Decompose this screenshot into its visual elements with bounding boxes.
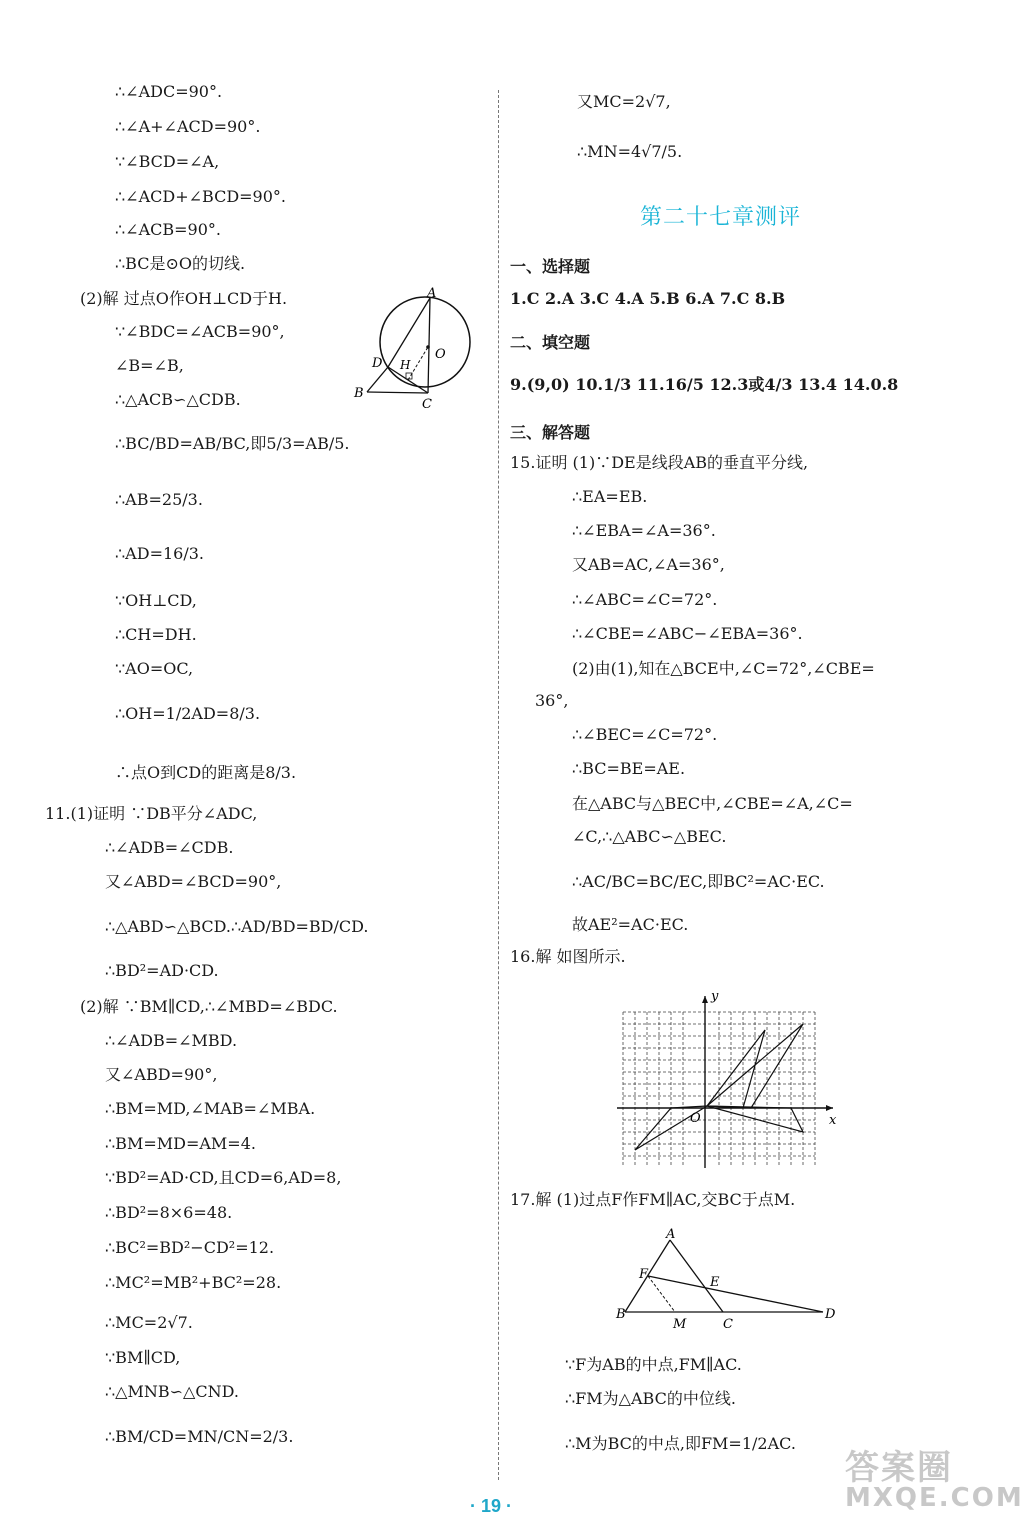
text-line: ∵BD²=AD·CD,且CD=6,AD=8, bbox=[105, 1168, 342, 1187]
text-line: ∵OH⊥CD, bbox=[115, 591, 197, 610]
text-line: ∴∠A+∠ACD=90°. bbox=[115, 117, 261, 136]
triangle-figure bbox=[615, 1228, 845, 1333]
text-line: ∴CH=DH. bbox=[115, 625, 197, 644]
text-line: 故AE²=AC·EC. bbox=[572, 915, 689, 934]
column-divider bbox=[498, 90, 499, 1480]
text-line: ∴BC是⊙O的切线. bbox=[115, 254, 246, 273]
text-line: 17.解 (1)过点F作FM∥AC,交BC于点M. bbox=[510, 1190, 796, 1209]
text-line: ∴BC²=BD²−CD²=12. bbox=[105, 1238, 275, 1257]
label-x: x bbox=[829, 1113, 837, 1128]
chapter-title: 第二十七章测评 bbox=[640, 205, 802, 230]
label-a: A bbox=[427, 286, 437, 301]
label-d: D bbox=[825, 1307, 836, 1322]
text-line: ∴∠ADB=∠CDB. bbox=[105, 838, 234, 857]
text-line: ∴AB=25/3. bbox=[115, 490, 203, 509]
text-line: 11.(1)证明 ∵DB平分∠ADC, bbox=[45, 804, 258, 823]
section-choice: 一、选择题 bbox=[510, 257, 591, 276]
label-b: B bbox=[354, 386, 364, 401]
watermark bbox=[845, 1440, 1024, 1530]
text-line: 又AB=AC,∠A=36°, bbox=[572, 555, 725, 574]
text-line: ∴AD=16/3. bbox=[115, 544, 204, 563]
fill-answers: 9.(9,0) 10.1/3 11.16/5 12.3或4/3 13.4 14.0.8 bbox=[510, 375, 899, 394]
label-b: B bbox=[616, 1307, 626, 1322]
text-line: ∴MC²=MB²+BC²=28. bbox=[105, 1273, 282, 1292]
label-a: A bbox=[666, 1227, 676, 1242]
section-answer: 三、解答题 bbox=[510, 423, 591, 442]
label-c: C bbox=[422, 397, 432, 412]
grid-figure bbox=[615, 990, 845, 1170]
label-f: F bbox=[639, 1267, 649, 1282]
text-line: (2)解 过点O作OH⊥CD于H. bbox=[80, 289, 288, 308]
text-line: ∴BM=MD,∠MAB=∠MBA. bbox=[105, 1099, 316, 1118]
text-line: 在△ABC与△BEC中,∠CBE=∠A,∠C= bbox=[572, 794, 853, 813]
text-line: ∴BD²=AD·CD. bbox=[105, 961, 219, 980]
page-number: · 19 · bbox=[470, 1496, 513, 1516]
text-line: ∵AO=OC, bbox=[115, 659, 194, 678]
watermark-url: MXQE.COM bbox=[845, 1483, 1024, 1513]
label-m: M bbox=[673, 1317, 687, 1332]
label-y: y bbox=[711, 989, 719, 1004]
text-line: ∴∠ADC=90°. bbox=[115, 82, 223, 101]
text-line: 又∠ABD=∠BCD=90°, bbox=[105, 872, 282, 891]
text-line: ∠C,∴△ABC∽△BEC. bbox=[572, 827, 727, 846]
text-line: ∴M为BC的中点,即FM=1/2AC. bbox=[565, 1434, 796, 1453]
text-line: ∴∠CBE=∠ABC−∠EBA=36°. bbox=[572, 624, 803, 643]
text-line: ∴△MNB∽△CND. bbox=[105, 1382, 239, 1401]
text-line: ∴△ACB∽△CDB. bbox=[115, 390, 241, 409]
text-line: ∴MN=4√7/5. bbox=[577, 142, 683, 161]
text-line: (2)由(1),知在△BCE中,∠C=72°,∠CBE= bbox=[572, 659, 875, 678]
text-line: ∴EA=EB. bbox=[572, 487, 648, 506]
text-line: ∴OH=1/2AD=8/3. bbox=[115, 704, 261, 723]
text-line: ∴FM为△ABC的中位线. bbox=[565, 1389, 736, 1408]
text-line: ∵∠BDC=∠ACB=90°, bbox=[115, 322, 285, 341]
label-e: E bbox=[710, 1275, 720, 1290]
label-h: H bbox=[400, 358, 411, 372]
watermark-title: 答案圈 bbox=[845, 1448, 953, 1488]
text-line: ∴△ABD∽△BCD.∴AD/BD=BD/CD. bbox=[105, 917, 369, 936]
text-line: 又∠ABD=90°, bbox=[105, 1065, 218, 1084]
label-c: C bbox=[723, 1317, 733, 1332]
circle-figure bbox=[350, 285, 470, 410]
text-line: ∵BM∥CD, bbox=[105, 1348, 181, 1367]
text-line: ∴BC=BE=AE. bbox=[572, 759, 686, 778]
text-line: ∵F为AB的中点,FM∥AC. bbox=[565, 1355, 742, 1374]
text-line: ∴∠ABC=∠C=72°. bbox=[572, 590, 718, 609]
text-line: ∴∠ADB=∠MBD. bbox=[105, 1031, 238, 1050]
text-line: ∵∠BCD=∠A, bbox=[115, 152, 220, 171]
text-line: ∴AC/BC=BC/EC,即BC²=AC·EC. bbox=[572, 872, 825, 891]
text-line: ∠B=∠B, bbox=[115, 356, 184, 375]
text-line: ∴∠ACD+∠BCD=90°. bbox=[115, 187, 286, 206]
section-fill: 二、填空题 bbox=[510, 333, 591, 352]
choice-answers: 1.C 2.A 3.C 4.A 5.B 6.A 7.C 8.B bbox=[510, 289, 786, 308]
text-line: ∴BM/CD=MN/CN=2/3. bbox=[105, 1427, 294, 1446]
circle-o bbox=[380, 297, 470, 387]
text-line: ∴∠EBA=∠A=36°. bbox=[572, 521, 716, 540]
label-origin: O bbox=[690, 1111, 701, 1126]
text-line: ∴∠ACB=90°. bbox=[115, 220, 221, 239]
label-d: D bbox=[372, 356, 383, 371]
text-line: 又MC=2√7, bbox=[577, 92, 671, 111]
text-line: 15.证明 (1)∵DE是线段AB的垂直平分线, bbox=[510, 453, 809, 472]
text-line: 16.解 如图所示. bbox=[510, 947, 626, 966]
text-line: ∴BM=MD=AM=4. bbox=[105, 1134, 256, 1153]
text-line: ∴BC/BD=AB/BC,即5/3=AB/5. bbox=[115, 434, 350, 453]
text-line: 36°, bbox=[535, 691, 569, 710]
text-line: ∴BD²=8×6=48. bbox=[105, 1203, 233, 1222]
text-line: ∴∠BEC=∠C=72°. bbox=[572, 725, 718, 744]
text-line: ∴点O到CD的距离是8/3. bbox=[115, 763, 297, 782]
label-o: O bbox=[435, 347, 446, 362]
text-line: (2)解 ∵BM∥CD,∴∠MBD=∠BDC. bbox=[80, 997, 338, 1016]
text-line: ∴MC=2√7. bbox=[105, 1313, 193, 1332]
